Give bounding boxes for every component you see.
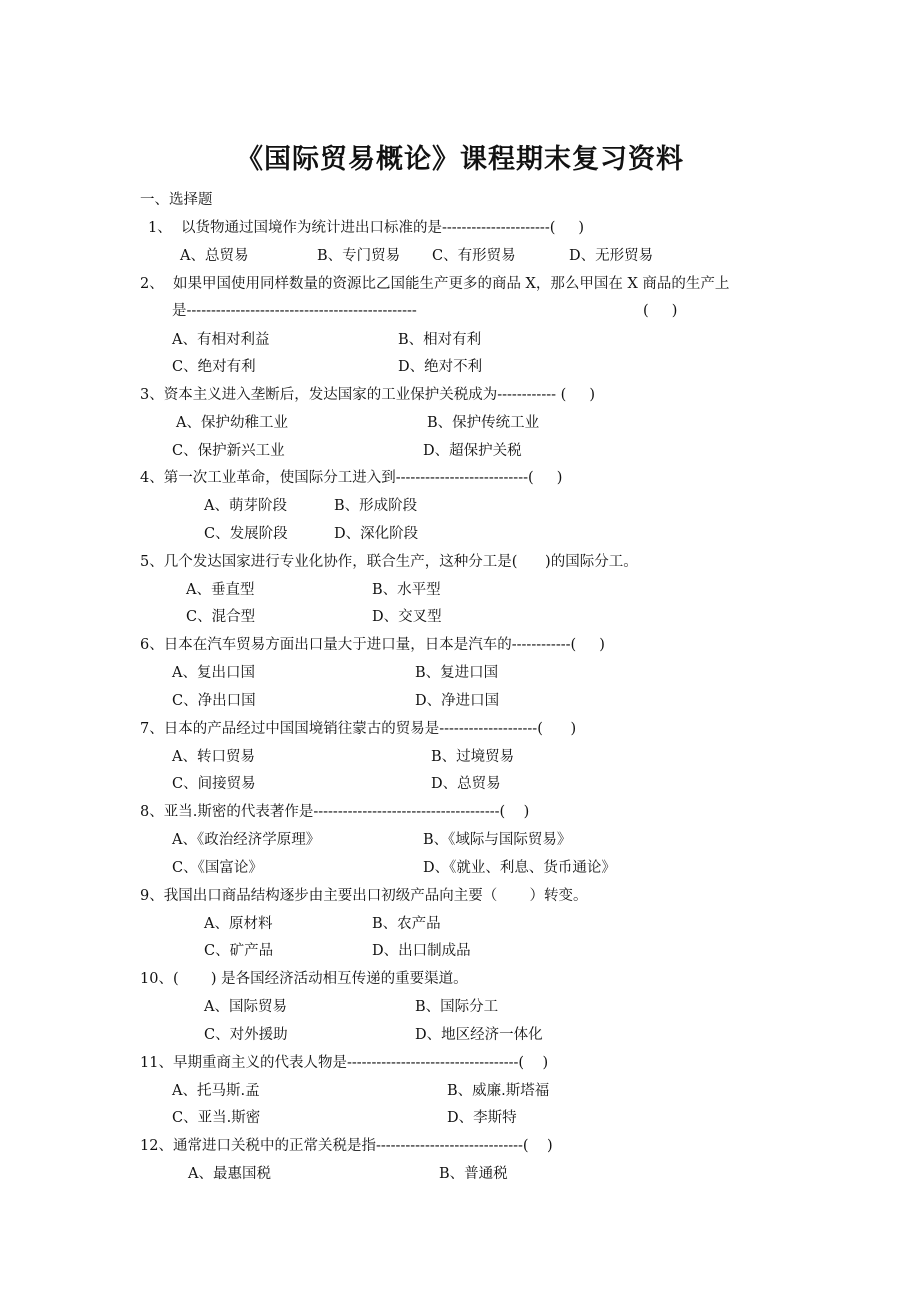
question-9-option-a: A、原材料 <box>204 916 273 932</box>
question-6-stem: 6、日本在汽车贸易方面出口量大于进口量，日本是汽车的------------( ) <box>140 637 605 653</box>
question-4-option-c: C、发展阶段 <box>204 526 288 542</box>
question-3-option-d: D、超保护关税 <box>423 443 522 459</box>
question-5-option-d: D、交叉型 <box>372 609 442 625</box>
question-8-option-a: A、《政治经济学原理》 <box>172 832 321 848</box>
question-7-option-a: A、转口贸易 <box>172 749 255 765</box>
question-10-option-c: C、对外援助 <box>204 1027 288 1043</box>
question-12-option-b: B、普通税 <box>439 1166 508 1182</box>
section-heading: 一、选择题 <box>140 192 213 208</box>
question-6-option-a: A、复出口国 <box>172 665 255 681</box>
question-4-stem: 4、第一次工业革命，使国际分工进入到---------------------------( ) <box>140 470 563 486</box>
question-3-stem: 3、资本主义进入垄断后，发达国家的工业保护关税成为------------ ( ) <box>140 387 595 403</box>
question-10-option-d: D、地区经济一体化 <box>415 1027 543 1043</box>
question-1-stem: 1、 以货物通过国境作为统计进出口标准的是----------------------( ) <box>148 220 585 236</box>
question-5-option-b: B、水平型 <box>372 582 441 598</box>
question-4-option-a: A、萌芽阶段 <box>204 498 287 514</box>
question-11-option-a: A、托马斯.孟 <box>172 1083 260 1099</box>
question-10-option-b: B、国际分工 <box>415 999 499 1015</box>
question-6-option-c: C、净出口国 <box>172 693 256 709</box>
question-5-option-c: C、混合型 <box>186 609 256 625</box>
question-10-option-a: A、国际贸易 <box>204 999 287 1015</box>
question-4-option-b: B、形成阶段 <box>334 498 418 514</box>
question-2-option-b: B、相对有利 <box>398 332 482 348</box>
question-11-option-c: C、亚当.斯密 <box>172 1110 261 1126</box>
question-3-option-a: A、保护幼稚工业 <box>176 415 288 431</box>
question-9-option-c: C、矿产品 <box>204 943 274 959</box>
question-2-option-c: C、绝对有利 <box>172 359 256 375</box>
question-2-option-a: A、有相对利益 <box>172 332 270 348</box>
question-7-option-d: D、总贸易 <box>431 776 501 792</box>
question-8-option-b: B、《域际与国际贸易》 <box>423 832 572 848</box>
question-8-option-c: C、《国富论》 <box>172 860 263 876</box>
question-9-option-b: B、农产品 <box>372 916 441 932</box>
question-9-option-d: D、出口制成品 <box>372 943 471 959</box>
page-title: 《国际贸易概论》课程期末复习资料 <box>236 144 684 175</box>
question-7-option-c: C、间接贸易 <box>172 776 256 792</box>
question-1-option-c: C、有形贸易 <box>432 248 516 264</box>
question-11-option-d: D、李斯特 <box>447 1110 517 1126</box>
question-8-option-d: D、《就业、利息、货币通论》 <box>423 860 616 876</box>
question-6-option-d: D、净进口国 <box>415 693 500 709</box>
question-3-option-b: B、保护传统工业 <box>427 415 540 431</box>
question-1-option-d: D、无形贸易 <box>569 248 654 264</box>
question-2-option-d: D、绝对不利 <box>398 359 483 375</box>
question-7-stem: 7、日本的产品经过中国国境销往蒙古的贸易是--------------------( ) <box>140 721 577 737</box>
question-5-option-a: A、垂直型 <box>186 582 255 598</box>
question-6-option-b: B、复进口国 <box>415 665 499 681</box>
question-12-option-a: A、最惠国税 <box>188 1166 271 1182</box>
question-11-option-b: B、威廉.斯塔福 <box>447 1083 550 1099</box>
question-5-stem: 5、几个发达国家进行专业化协作，联合生产，这种分工是( )的国际分工。 <box>140 554 638 570</box>
question-10-stem: 10、( ) 是各国经济活动相互传递的重要渠道。 <box>140 971 468 987</box>
question-4-option-d: D、深化阶段 <box>334 526 419 542</box>
question-2-stem: 2、 如果甲国使用同样数量的资源比乙国能生产更多的商品 X，那么甲国在 X 商品的生产上 <box>140 276 730 292</box>
question-11-stem: 11、早期重商主义的代表人物是-----------------------------------( ) <box>140 1055 549 1071</box>
question-9-stem: 9、我国出口商品结构逐步由主要出口初级产品向主要（ ）转变。 <box>140 888 588 904</box>
question-1-option-a: A、总贸易 <box>180 248 249 264</box>
question-2-stem-continued: 是----------------------------------------------- <box>172 303 417 319</box>
question-7-option-b: B、过境贸易 <box>431 749 515 765</box>
question-8-stem: 8、亚当.斯密的代表著作是--------------------------------------( ) <box>140 804 530 820</box>
question-3-option-c: C、保护新兴工业 <box>172 443 285 459</box>
question-2-answer-paren: ( ) <box>643 303 678 319</box>
question-12-stem: 12、通常进口关税中的正常关税是指------------------------------( ) <box>140 1138 553 1154</box>
question-1-option-b: B、专门贸易 <box>317 248 401 264</box>
